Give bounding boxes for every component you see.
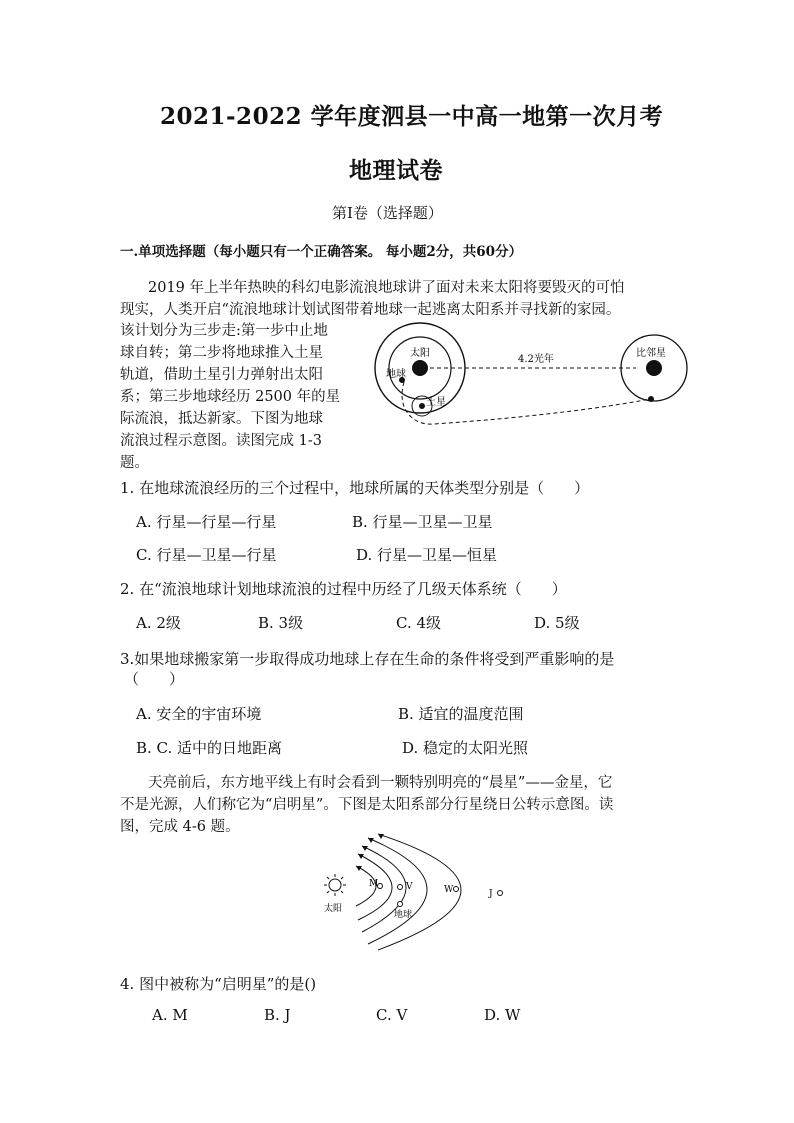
proxima-label: 比邻星 [636, 348, 666, 359]
planet-w-label: W [444, 885, 454, 895]
planet-v-label: V [406, 882, 413, 892]
question-1-option-d[interactable]: D. 行星—卫星—恒星 [356, 546, 498, 564]
question-2-stem: 2. 在“流浪地球计划地球流浪的过程中历经了几级天体系统（ ） [120, 580, 567, 598]
question-4-option-d[interactable]: D. W [484, 1006, 521, 1024]
passage1-line1: 2019 年上半年热映的科幻电影流浪地球讲了面对未来太阳将要毁灭的可怕 [148, 280, 625, 296]
passage1-left-block [120, 320, 370, 474]
question-3-stem-bracket: （ ） [124, 670, 185, 688]
passage2-line2: 不是光源，人们称它为“启明星”。下图是太阳系部分行星绕日公转示意图。读 [120, 797, 614, 813]
passage1-left-line: 题。 [120, 455, 149, 471]
question-4-option-b[interactable]: B. J [264, 1006, 291, 1024]
solar-system-figure [318, 832, 528, 956]
passage1-left-line: 际流浪，抵达新家。下图为地球 [120, 411, 323, 427]
passage1-left-line: 流浪过程示意图。读图完成 1-3 [120, 433, 322, 449]
proxima-dot [646, 360, 662, 376]
sun-icon [324, 874, 346, 896]
question-4-stem: 4. 图中被称为“启明星”的是() [120, 975, 317, 993]
question-1-option-b[interactable]: B. 行星—卫星—卫星 [352, 513, 493, 531]
question-3-stem: 3.如果地球搬家第一步取得成功地球上存在生命的条件将受到严重影响的是 [120, 650, 615, 668]
question-3-option-a[interactable]: A. 安全的宇宙环境 [136, 705, 262, 723]
distance-label: 4.2光年 [518, 354, 554, 365]
passage2-line3: 图，完成 4-6 题。 [120, 819, 240, 835]
question-1-option-a[interactable]: A. 行星—行星—行星 [136, 513, 277, 531]
question-3-option-d[interactable]: D. 稳定的太阳光照 [402, 739, 529, 757]
wandering-earth-figure [374, 320, 704, 440]
passage1-left-line: 该计划分为三步走:第一步中止地 [120, 323, 328, 339]
question-2-option-a[interactable]: A. 2级 [136, 614, 181, 632]
saturn-dot [419, 403, 425, 409]
sun-label: 太阳 [324, 904, 343, 914]
passage1-left-line: 球自转；第二步将地球推入土星 [120, 345, 323, 361]
sun-dot [412, 360, 428, 376]
volume-label: 第I卷（选择题） [332, 204, 443, 222]
saturn-label: 土星 [426, 397, 446, 408]
question-1-option-c[interactable]: C. 行星—卫星—行星 [136, 546, 277, 564]
section-heading: 一.单项选择题（每小题只有一个正确答案。 每小题2分，共60分） [120, 244, 523, 260]
passage1-left-line: 系；第三步地球经历 2500 年的星 [120, 389, 341, 405]
question-2-option-d[interactable]: D. 5级 [534, 614, 580, 632]
question-1-stem: 1. 在地球流浪经历的三个过程中，地球所属的天体类型分别是（ ） [120, 479, 590, 497]
passage1-left-line: 轨道，借助土星引力弹射出太阳 [120, 367, 323, 383]
exam-subtitle: 地理试卷 [349, 157, 443, 184]
earth-label: 地球 [394, 910, 413, 920]
question-2-option-c[interactable]: C. 4级 [396, 614, 442, 632]
earth-label: 地球 [386, 369, 406, 380]
question-2-option-b[interactable]: B. 3级 [258, 614, 304, 632]
sun-label: 太阳 [410, 348, 430, 359]
passage1-line2: 现实，人类开启“流浪地球计划试图带着地球一起逃离太阳系并寻找新的家园。 [120, 302, 621, 318]
new-home-dot [648, 396, 654, 402]
question-4-option-c[interactable]: C. V [376, 1006, 408, 1024]
planet-j-label: J [489, 889, 493, 899]
exam-title: 2021-2022 学年度泗县一中高一地第一次月考 [160, 103, 664, 130]
passage2-line1: 天亮前后，东方地平线上有时会看到一颗特别明亮的“晨星”——金星，它 [148, 775, 613, 791]
question-3-option-c[interactable]: B. C. 适中的日地距离 [136, 739, 283, 757]
question-4-option-a[interactable]: A. M [152, 1006, 188, 1024]
question-3-option-b[interactable]: B. 适宜的温度范围 [398, 705, 524, 723]
planet-m-label: M [369, 879, 379, 889]
